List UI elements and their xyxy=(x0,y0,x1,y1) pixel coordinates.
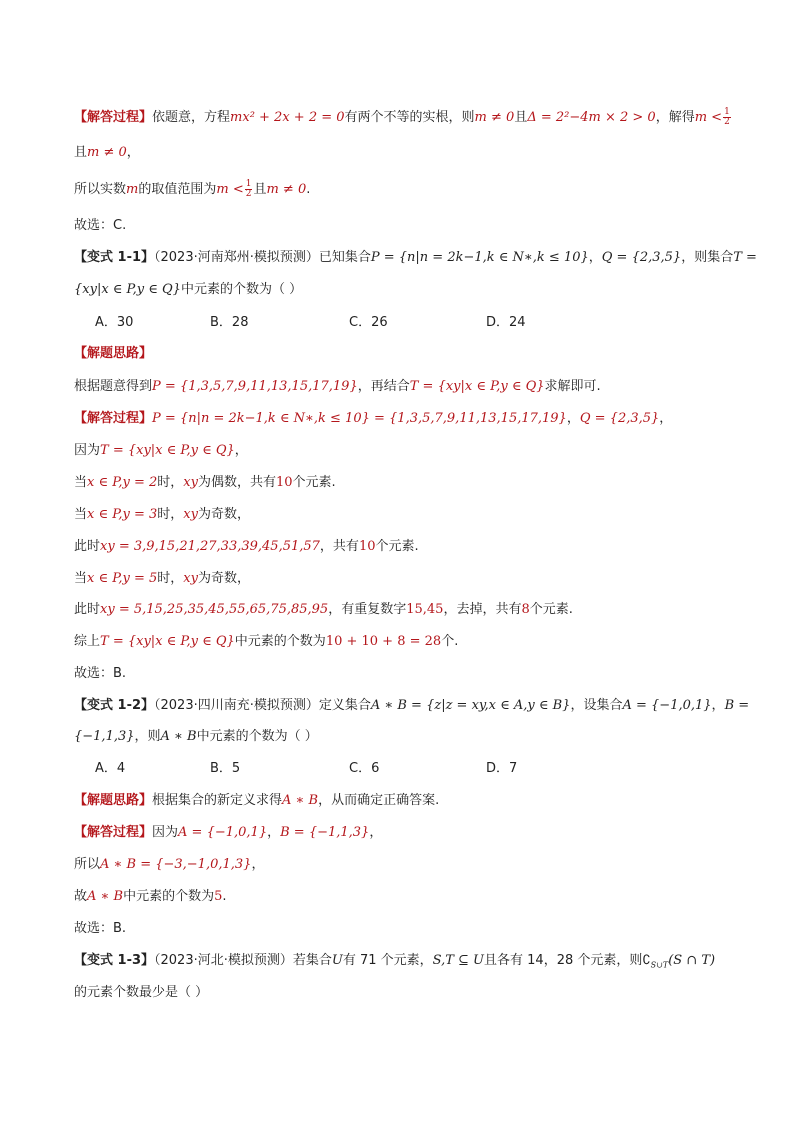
math: B = xyxy=(724,698,750,713)
math: A = {−1,0,1} xyxy=(178,825,268,840)
text: 且 xyxy=(514,110,528,125)
text: 因为 xyxy=(74,443,101,458)
solution-line-1 xyxy=(74,108,734,128)
text: 时， xyxy=(157,475,184,490)
math: U xyxy=(331,953,343,968)
math: x ∈ P,y = 5 xyxy=(87,571,158,586)
math: 5 xyxy=(214,889,223,904)
math: 8 xyxy=(521,602,530,617)
math: xy xyxy=(183,475,198,490)
text: 因为 xyxy=(152,825,179,840)
math: xy xyxy=(183,507,198,522)
answer-line: 故选：B. xyxy=(74,921,127,936)
variant-label: 【变式 1-2】 xyxy=(74,698,155,713)
math: P = {n|n = 2k−1,k ∈ N∗,k ≤ 10} xyxy=(370,250,589,265)
math: m ≠ 0 xyxy=(87,145,127,160)
text: （2023·河南郑州·模拟预测）已知集合 xyxy=(154,250,371,265)
text: 且 xyxy=(74,145,88,160)
answer-line: 故选：C. xyxy=(74,218,127,233)
text: （2023·四川南充·模拟预测）定义集合 xyxy=(154,698,371,713)
text: 依题意，方程 xyxy=(152,110,231,125)
math: T = xyxy=(733,250,757,265)
text: 综上 xyxy=(74,634,101,649)
text: ，则 xyxy=(134,729,161,744)
process-line xyxy=(74,823,734,843)
solution-label: 【解答过程】 xyxy=(74,825,153,840)
math: P = {n|n = 2k−1,k ∈ N∗,k ≤ 10} = {1,3,5,7,9,11,13,15,17,19} xyxy=(152,411,567,426)
math-subscript: S∪T xyxy=(650,960,669,970)
solution-line-3 xyxy=(74,180,734,200)
math: 10 xyxy=(358,539,376,554)
text: ，则集合 xyxy=(681,250,734,265)
math: A = {−1,0,1} xyxy=(622,698,712,713)
text: 中元素的个数为（ ） xyxy=(196,729,318,744)
option-b: B．5 xyxy=(210,761,241,776)
option-d: D．7 xyxy=(486,761,518,776)
math: Q = {2,3,5} xyxy=(601,250,682,265)
fraction-denominator: 2 xyxy=(245,189,252,199)
text: 当 xyxy=(74,571,88,586)
option-a: A．30 xyxy=(95,315,134,330)
fraction xyxy=(723,108,731,127)
option-c: C．26 xyxy=(349,315,388,330)
text: 个元素. xyxy=(375,539,419,554)
text: . xyxy=(222,889,227,904)
text: 故 xyxy=(74,889,88,904)
process-line-4 xyxy=(74,505,734,525)
variant-1-1-title xyxy=(74,248,757,268)
process-line-8 xyxy=(74,632,734,652)
math: (S ∩ T) xyxy=(668,953,716,968)
math: xy = 3,9,15,21,27,33,39,45,51,57 xyxy=(100,539,320,554)
process-line xyxy=(74,887,734,907)
math: mx² + 2x + 2 = 0 xyxy=(230,110,345,125)
text: 中元素的个数为 xyxy=(234,634,326,649)
text: 为偶数，共有 xyxy=(197,475,276,490)
process-line-2 xyxy=(74,441,734,461)
text: 时， xyxy=(157,571,184,586)
text: 当 xyxy=(74,475,88,490)
math: B = {−1,1,3} xyxy=(280,825,370,840)
answer-line: 故选：B. xyxy=(74,666,127,681)
solution-idea-text xyxy=(74,377,734,397)
process-line-3 xyxy=(74,473,734,493)
solution-label: 【解答过程】 xyxy=(74,110,153,125)
variant-1-2-line-2 xyxy=(74,727,734,747)
process-line-7 xyxy=(74,600,734,620)
math: m xyxy=(126,182,139,197)
variant-label: 【变式 1-1】 xyxy=(74,250,155,265)
text: ， xyxy=(566,411,580,426)
text: （2023·河北·模拟预测）若集合 xyxy=(154,953,332,968)
process-line-1 xyxy=(74,409,734,429)
text: 有 71 个元素， xyxy=(342,953,433,968)
text: ， xyxy=(251,857,265,872)
math: m ≠ 0 xyxy=(474,110,515,125)
text: ，有重复数字 xyxy=(328,602,407,617)
text: 此时 xyxy=(74,602,101,617)
text: ， xyxy=(659,411,673,426)
text: ， xyxy=(126,145,140,160)
text: ，解得 xyxy=(655,110,695,125)
text: 个元素. xyxy=(529,602,573,617)
variant-1-3-line-2: 的元素个数最少是（ ） xyxy=(74,985,209,1000)
options-1-2 xyxy=(95,759,535,779)
text: ， xyxy=(234,443,248,458)
text: ， xyxy=(588,250,602,265)
text: ， xyxy=(369,825,383,840)
math: {−1,1,3} xyxy=(74,729,135,744)
text: 时， xyxy=(157,507,184,522)
variant-1-1-line-2 xyxy=(74,280,734,300)
math: m < xyxy=(216,182,244,197)
math: 10 xyxy=(275,475,293,490)
solution-idea-label: 【解题思路】 xyxy=(74,346,153,361)
text: ，再结合 xyxy=(357,379,410,394)
variant-label: 【变式 1-3】 xyxy=(74,953,155,968)
text: . xyxy=(306,182,311,197)
math: T = {xy|x ∈ P,y ∈ Q} xyxy=(100,443,235,458)
options-1-1 xyxy=(95,313,535,333)
fraction xyxy=(245,180,253,199)
text: 根据题意得到 xyxy=(74,379,153,394)
variant-1-2-title xyxy=(74,696,750,716)
fraction-numerator: 1 xyxy=(245,179,252,189)
math: P = {1,3,5,7,9,11,13,15,17,19} xyxy=(152,379,358,394)
solution-line-2 xyxy=(74,143,734,163)
text: 个元素. xyxy=(292,475,336,490)
math: T = {xy|x ∈ P,y ∈ Q} xyxy=(100,634,235,649)
math: {xy|x ∈ P,y ∈ Q} xyxy=(74,282,181,297)
text: 且 xyxy=(253,182,267,197)
text: ，设集合 xyxy=(570,698,623,713)
text: 所以 xyxy=(74,857,101,872)
text: ， xyxy=(267,825,281,840)
text: 且各有 14，28 个元素，则 xyxy=(484,953,643,968)
math: x ∈ P,y = 2 xyxy=(87,475,158,490)
option-a: A．4 xyxy=(95,761,126,776)
text: 当 xyxy=(74,507,88,522)
text: 根据集合的新定义求得 xyxy=(152,793,283,808)
solution-idea-label: 【解题思路】 xyxy=(74,793,153,808)
math: A ∗ B xyxy=(87,889,124,904)
solution-idea-line xyxy=(74,791,734,811)
math: A ∗ B xyxy=(160,729,197,744)
text: 求解即可. xyxy=(544,379,601,394)
math: Δ = 2²−4m × 2 > 0 xyxy=(527,110,656,125)
math: m ≠ 0 xyxy=(266,182,307,197)
text: ， xyxy=(711,698,725,713)
process-line-6 xyxy=(74,569,734,589)
process-line xyxy=(74,855,734,875)
option-c: C．6 xyxy=(349,761,380,776)
text: 为奇数， xyxy=(197,507,250,522)
math: S,T ⊆ U xyxy=(432,953,485,968)
text: 中元素的个数为 xyxy=(123,889,215,904)
text: 所以实数 xyxy=(74,182,127,197)
option-d: D．24 xyxy=(486,315,526,330)
math: ∁ xyxy=(642,953,651,968)
math: 10 + 10 + 8 = 28 xyxy=(325,634,442,649)
text: 此时 xyxy=(74,539,101,554)
math: xy = 5,15,25,35,45,55,65,75,85,95 xyxy=(100,602,329,617)
math: A ∗ B = {−3,−1,0,1,3} xyxy=(100,857,252,872)
text: ，共有 xyxy=(319,539,359,554)
text: 中元素的个数为（ ） xyxy=(180,282,303,297)
text: 的取值范围为 xyxy=(138,182,217,197)
math: m < xyxy=(694,110,723,125)
fraction-numerator: 1 xyxy=(724,107,730,117)
math: xy xyxy=(183,571,198,586)
math: x ∈ P,y = 3 xyxy=(87,507,158,522)
option-b: B．28 xyxy=(210,315,249,330)
math: 15,45 xyxy=(406,602,444,617)
text: ，去掉，共有 xyxy=(443,602,522,617)
text: ，从而确定正确答案. xyxy=(318,793,440,808)
math: A ∗ B = {z|z = xy,x ∈ A,y ∈ B} xyxy=(370,698,571,713)
math: A ∗ B xyxy=(282,793,319,808)
math: T = {xy|x ∈ P,y ∈ Q} xyxy=(409,379,545,394)
text: 为奇数， xyxy=(197,571,250,586)
solution-label: 【解答过程】 xyxy=(74,411,153,426)
variant-1-3-title xyxy=(74,951,734,976)
text: 个. xyxy=(441,634,459,649)
fraction-denominator: 2 xyxy=(724,117,730,127)
process-line-5 xyxy=(74,537,734,557)
math: Q = {2,3,5} xyxy=(579,411,660,426)
text: 有两个不等的实根，则 xyxy=(344,110,475,125)
